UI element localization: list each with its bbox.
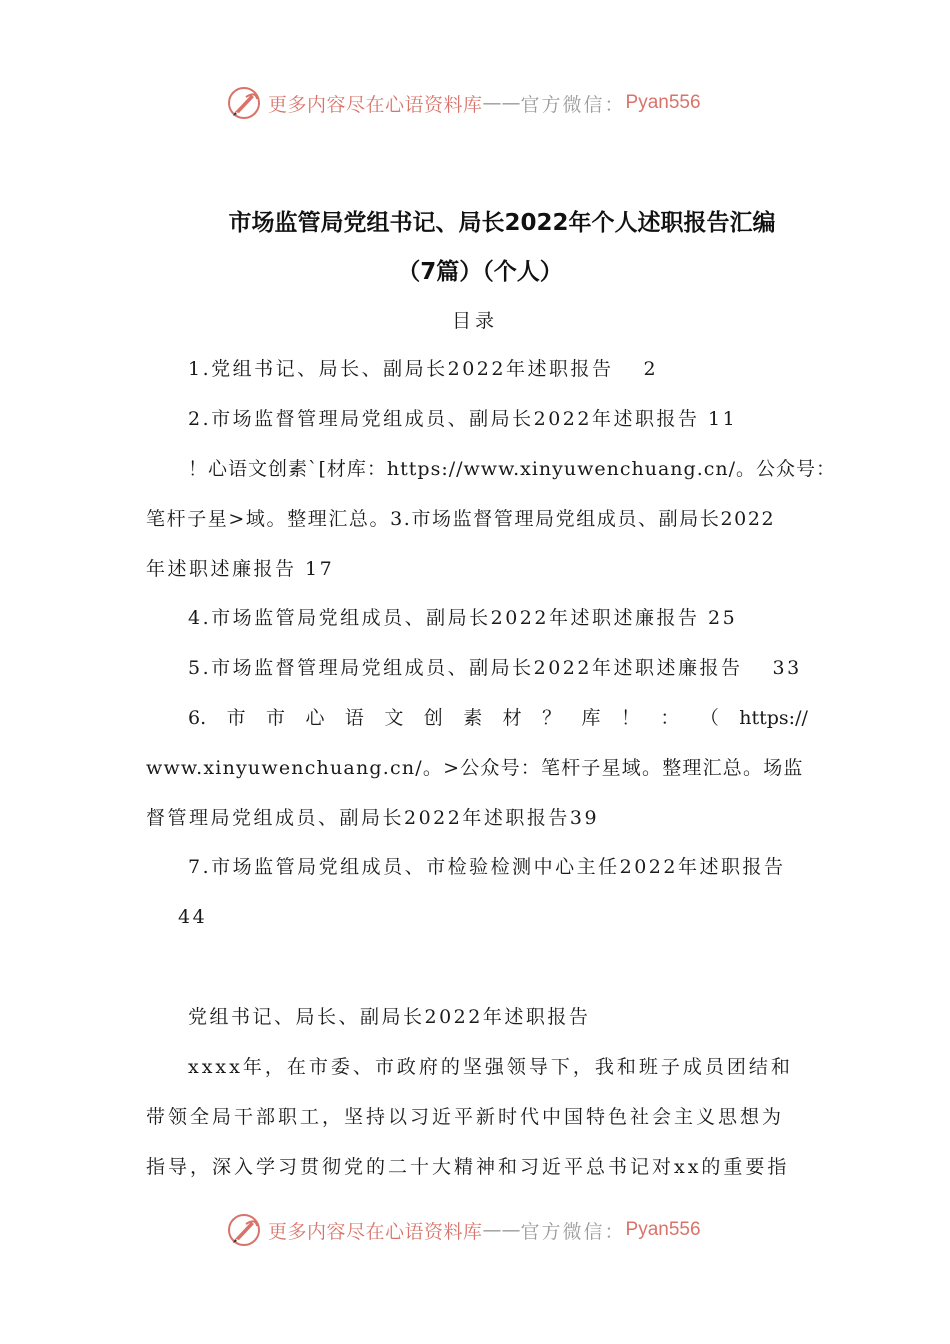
toc-entry: 笔杆子星>域。整理汇总。3.市场监督管理局党组成员、副局长2022 (146, 508, 776, 530)
toc-entry: 7.市场监管局党组成员、市检验检测中心主任2022年述职报告 (188, 856, 786, 878)
banner-wechat-label: 官方微信： (520, 1220, 626, 1243)
document-title-line-2: （7篇）（个人） (397, 259, 563, 285)
banner-wechat-id: Pyan556 (625, 1219, 701, 1240)
banner-text: 更多内容尽在心语资料库 (268, 1220, 483, 1243)
toc-entry: ！心语文创素`[材库：https://www.xinyuwenchuang.cn/。公众号： (188, 458, 837, 480)
toc-entry-6-part: （ (699, 707, 719, 729)
toc-entry: 4.市场监管局党组成员、副局长2022年述职述廉报告 25 (188, 607, 738, 629)
banner-wechat-label: 官方微信： (520, 93, 626, 116)
toc-entry: www.xinyuwenchuang.cn/。>公众号：笔杆子星域。整理汇总。场监 (146, 757, 804, 779)
toc-entry-6-part: ？ (542, 707, 562, 729)
paragraph-line: xxxx年，在市委、市政府的坚强领导下，我和班子成员团结和 (188, 1056, 793, 1078)
header-watermark-banner (226, 83, 701, 123)
toc-entry: 5.市场监督管理局党组成员、副局长2022年述职述廉报告 33 (188, 657, 802, 679)
toc-entry-6-part: 素 (463, 707, 483, 729)
banner-dash: —— (482, 92, 521, 114)
toc-entry-6-part: 创 (423, 707, 443, 729)
toc-heading: 目录 (451, 310, 498, 332)
toc-entry-6-part: 市 (266, 707, 286, 729)
toc-entry-6-part: 语 (344, 707, 364, 729)
toc-entry: 年述职述廉报告 17 (146, 558, 335, 580)
toc-entry: 1.党组书记、局长、副局长2022年述职报告 2 (188, 358, 659, 380)
banner-text: 更多内容尽在心语资料库 (268, 93, 483, 116)
toc-entry-6-part: https:// (739, 707, 808, 729)
footer-watermark-banner (226, 1210, 701, 1250)
paragraph-line: 带领全局干部职工，坚持以习近平新时代中国特色社会主义思想为 (146, 1106, 785, 1128)
toc-entry-6-part: 市 (226, 707, 246, 729)
paragraph-line: 指导，深入学习贯彻党的二十大精神和习近平总书记对xx的重要指 (146, 1156, 790, 1178)
toc-entry-6-part: 材 (502, 707, 522, 729)
toc-entry-6-part: 心 (305, 707, 325, 729)
toc-entry-6-part: ！ (620, 707, 640, 729)
section-heading: 党组书记、局长、副局长2022年述职报告 (188, 1006, 591, 1028)
toc-entry-6-part: 6. (188, 707, 207, 729)
toc-entry-6-part: 文 (384, 707, 404, 729)
toc-entry-6-part: ： (660, 707, 680, 729)
banner-dash: —— (482, 1219, 521, 1241)
toc-entry: 2.市场监督管理局党组成员、副局长2022年述职报告 11 (188, 408, 738, 430)
toc-entry-6-justified (146, 705, 808, 731)
toc-entry: 督管理局党组成员、副局长2022年述职报告39 (146, 807, 600, 829)
toc-entry-6-part: 库 (581, 707, 601, 729)
quill-logo-icon (226, 1212, 262, 1248)
toc-entry: 44 (178, 906, 208, 928)
quill-logo-icon (226, 85, 262, 121)
document-title-line-1: 市场监管局党组书记、局长2022年个人述职报告汇编 (228, 210, 776, 236)
banner-wechat-id: Pyan556 (625, 92, 701, 113)
